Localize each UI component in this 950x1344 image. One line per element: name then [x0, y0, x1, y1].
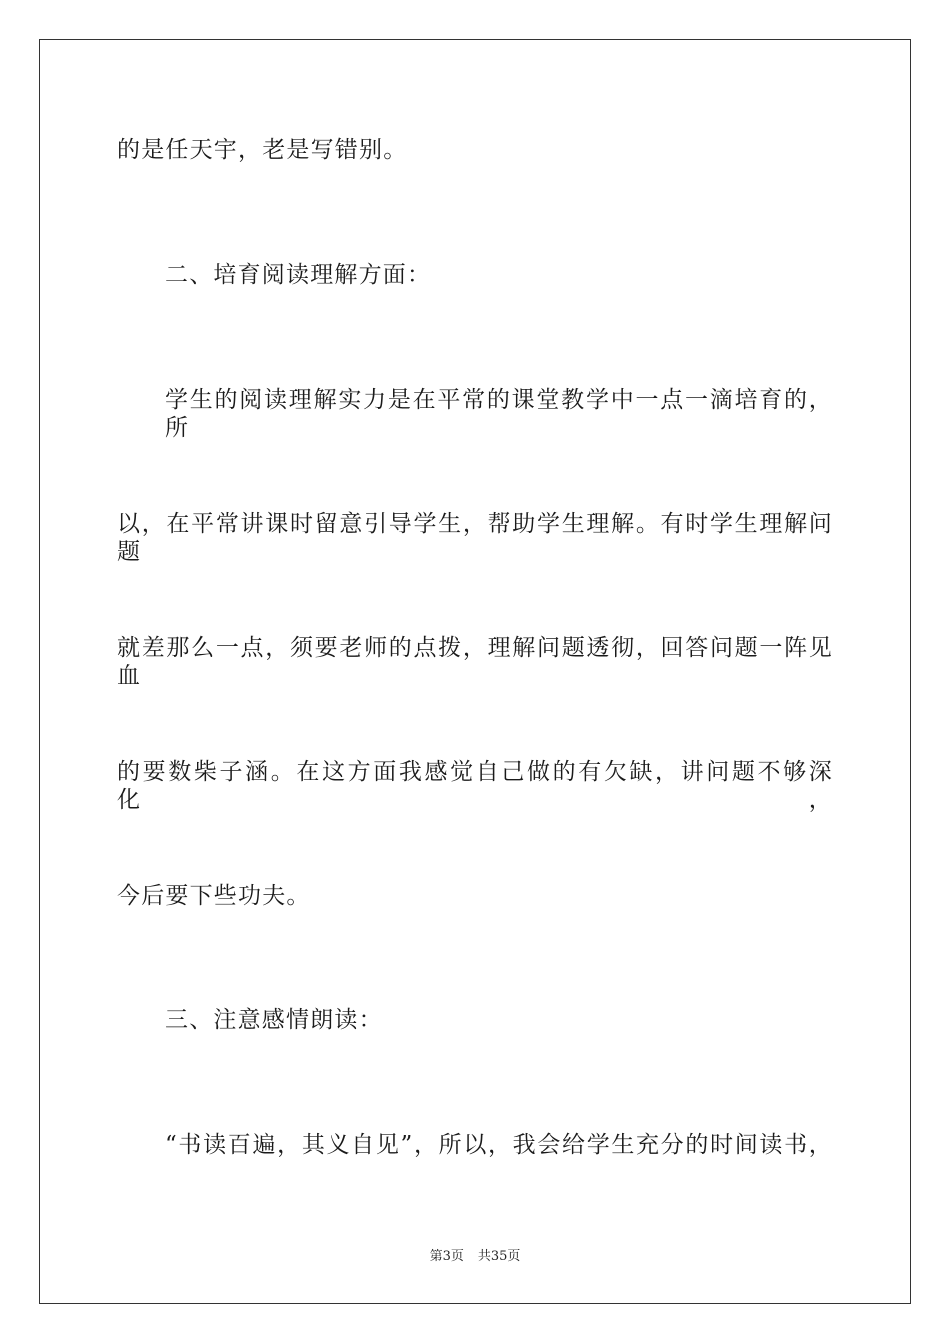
paragraph-line: 的是任天宇，老是写错别。: [117, 137, 408, 163]
paragraph-line: 以，在平常讲课时留意引导学生，帮助学生理解。有时学生理解问题: [117, 511, 833, 565]
page-number: 第3页: [429, 1249, 464, 1264]
paragraph-line: 就差那么一点，须要老师的点拨，理解问题透彻，回答问题一阵见血: [117, 635, 833, 689]
paragraph-line: 的要数柴子涵。在这方面我感觉自己做的有欠缺，讲问题不够深化，: [117, 759, 833, 813]
paragraph-line: 今后要下些功夫。: [117, 883, 311, 909]
paragraph-line: 学生的阅读理解实力是在平常的课堂教学中一点一滴培育的，所: [165, 387, 833, 441]
total-pages: 共35页: [477, 1249, 521, 1264]
section-heading: 三、注意感情朗读：: [165, 1007, 383, 1033]
section-heading: 二、培育阅读理解方面：: [165, 262, 432, 288]
paragraph-line: “书读百遍，其义自见”，所以，我会给学生充分的时间读书，: [165, 1132, 833, 1158]
page-footer: [0, 1248, 950, 1266]
